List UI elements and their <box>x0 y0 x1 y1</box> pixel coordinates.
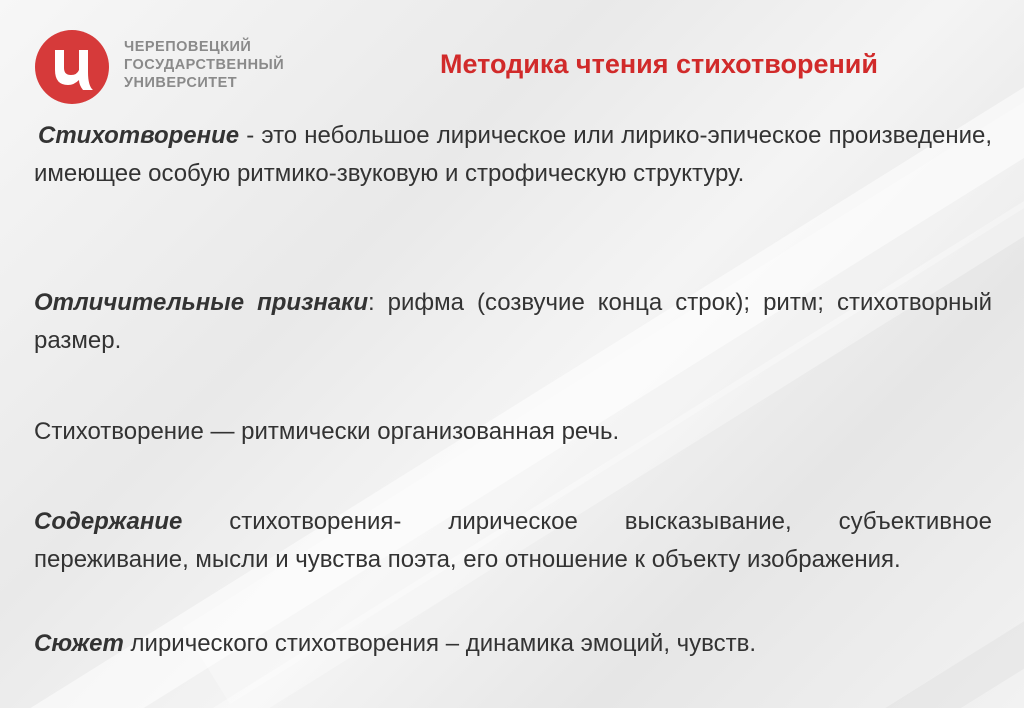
features-text: : рифма (созвучие конца строк); ритм; стихотворный размер. <box>34 289 992 354</box>
term-plot: Сюжет <box>34 630 124 657</box>
term-features: Отличительные признаки <box>34 289 368 316</box>
plot-text: лирического стихотворения – динамика эмоций, чувств. <box>123 630 757 657</box>
definition-paragraph <box>34 117 992 193</box>
university-logo-icon <box>33 28 111 106</box>
plot-paragraph <box>34 625 992 663</box>
features-paragraph <box>34 284 992 360</box>
university-name-line: УНИВЕРСИТЕТ <box>124 75 238 91</box>
term-poem: Стихотворение <box>38 122 240 149</box>
rhythm-paragraph <box>34 413 992 451</box>
slide-title: Методика чтения стихотворений <box>440 49 878 79</box>
university-name-line: ЧЕРЕПОВЕЦКИЙ <box>124 39 252 55</box>
content-text: стихотворения- лирическое высказывание, субъективное переживание, мысли и чувства поэта, его отношение к объекту изображения. <box>34 508 992 573</box>
university-name-line: ГОСУДАРСТВЕННЫЙ <box>124 57 285 73</box>
definition-text: - это небольшое лирическое или лирико-эпическое произведение, имеющее особую ритмико-звуковую и строфическую структуру. <box>34 122 992 187</box>
term-content: Содержание <box>34 508 183 535</box>
university-name <box>124 38 284 92</box>
content-paragraph <box>34 503 992 579</box>
rhythm-text: Стихотворение — ритмически организованная речь. <box>34 418 620 445</box>
